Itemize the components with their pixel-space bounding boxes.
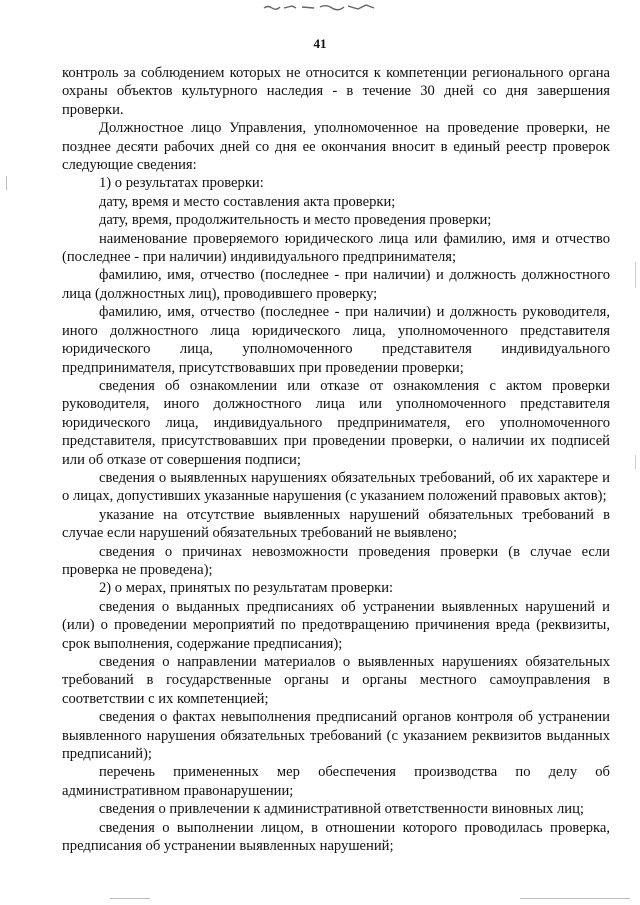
paragraph: 1) о результатах проверки: — [99, 175, 264, 192]
paragraph: сведения о выданных предписаниях об устранении выявленных нарушений и (или) о проведении мероприятий по предотвращению причинения вреда (реквизиты, срок выполнения, содержание предписания); — [62, 598, 610, 652]
paragraph: контроль за соблюдением которых не относится к компетенции регионального органа охраны объектов культурного наследия - в течение 30 дней со дня завершения проверки. — [62, 65, 610, 118]
paragraph: сведения о привлечении к административной ответственности виновных лиц; — [99, 801, 584, 818]
paragraph: фамилию, имя, отчество (последнее - при наличии) и должность руководителя, иного должностного лица юридического лица, уполномоченного представителя юридического лица, уполномоченного представителя индивидуального предпринимателя, присутствовавших при проведении проверки; — [62, 304, 610, 376]
document-body — [62, 64, 610, 855]
scan-artifact-mark — [262, 2, 382, 12]
paragraph: дату, время и место составления акта проверки; — [99, 193, 396, 210]
paragraph: Должностное лицо Управления, уполномоченное на проведение проверки, не позднее десяти рабочих дней со дня ее окончания вносит в единый реестр проверок следующие сведения: — [62, 120, 610, 174]
paragraph: дату, время, продолжительность и место проведения проверки; — [99, 212, 492, 229]
paragraph: фамилию, имя, отчество (последнее - при наличии) и должность должностного лица (должностных лиц), проводившего проверку; — [62, 267, 610, 302]
paragraph: перечень примененных мер обеспечения производства по делу об административном правонарушении; — [62, 764, 610, 799]
scan-edge-mark — [635, 262, 636, 288]
paragraph: сведения о направлении материалов о выявленных нарушениях обязательных требований в государственные органы и органы местного самоуправления в соответствии с их компетенцией; — [62, 654, 610, 707]
paragraph: наименование проверяемого юридического лица или фамилию, имя и отчество (последнее - при наличии) индивидуального предпринимателя; — [62, 230, 610, 266]
paragraph: сведения о выполнении лицом, в отношении которого проводилась проверка, предписания об устранении выявленных нарушений; — [62, 819, 610, 855]
paragraph: сведения об ознакомлении или отказе от ознакомления с актом проверки руководителя, иного должностного лица или уполномоченного представителя юридического лица, индивидуального предпринимателя, его уполномоченного представителя, присутствовавших при проведении проверки, о наличии их подписей или об отказе от совершения подписи; — [62, 377, 610, 468]
paragraph: сведения о выявленных нарушениях обязательных требований, об их характере и о лицах, допустивших указанные нарушения (с указанием положений правовых актов); — [62, 469, 610, 505]
paragraph: указание на отсутствие выявленных нарушений обязательных требований в случае если нарушений обязательных требований не выявлено; — [62, 506, 610, 542]
paragraph: 2) о мерах, принятых по результатам проверки: — [99, 580, 394, 597]
paragraph: сведения о причинах невозможности проведения проверки (в случае если проверка не проведена); — [62, 543, 610, 578]
scan-bottom-mark — [110, 898, 150, 899]
paragraph: сведения о фактах невыполнения предписаний органов контроля об устранении выявленного нарушения обязательных требований (с указанием реквизитов выданных предписаний); — [62, 709, 610, 763]
scan-margin-mark — [6, 176, 7, 190]
page-number: 41 — [313, 36, 327, 51]
scan-bottom-mark — [520, 898, 630, 899]
scan-edge-mark — [635, 455, 636, 469]
